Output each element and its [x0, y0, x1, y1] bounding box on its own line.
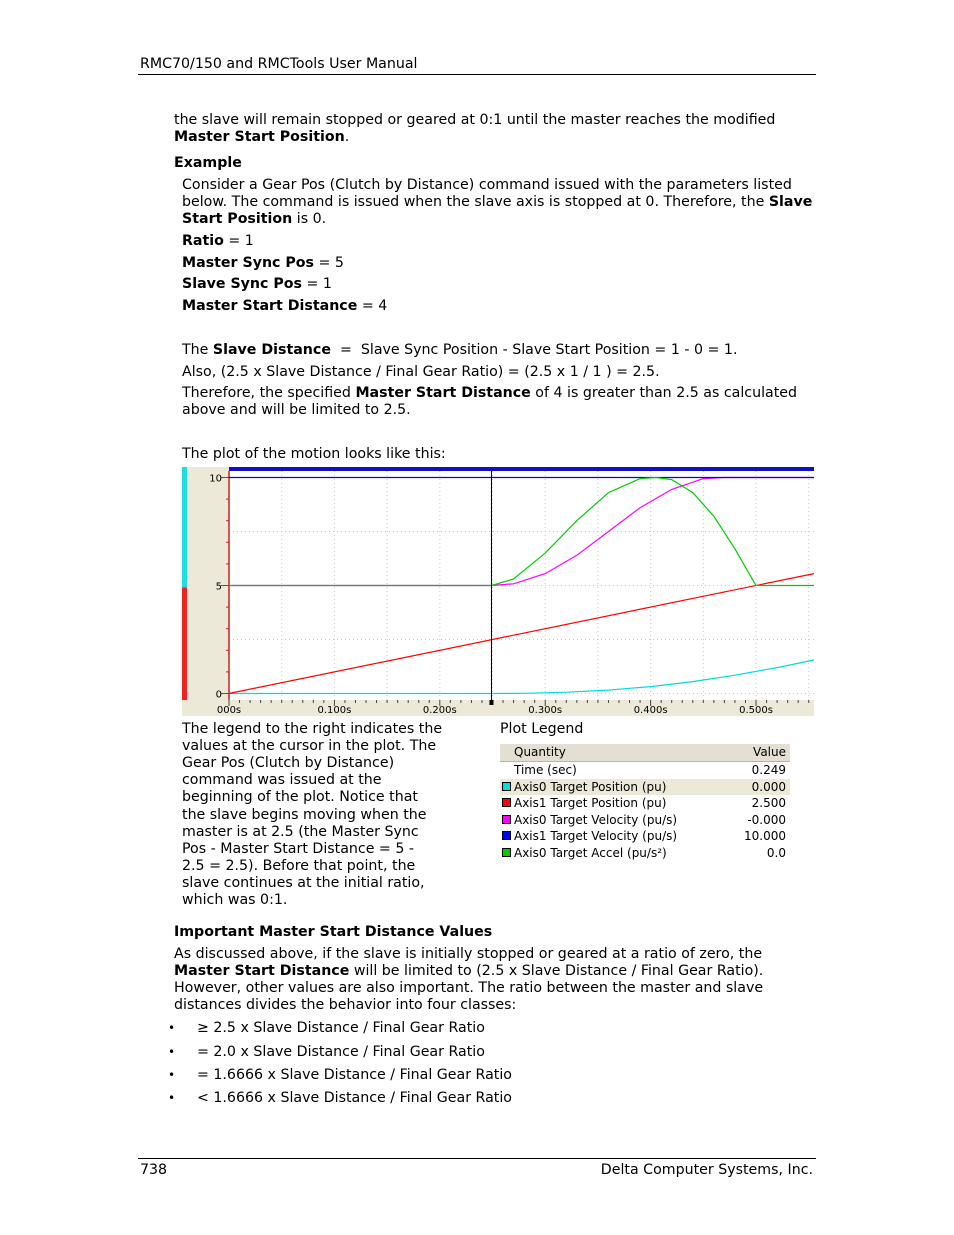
param-value: = 4 — [357, 298, 388, 314]
plot-intro: The plot of the motion looks like this: — [182, 446, 446, 462]
x-tick-label: 0.400s — [633, 705, 668, 716]
x-tick-label: 000s — [216, 705, 242, 716]
legend-swatch — [502, 782, 511, 791]
calc3-tail: of 4 is greater than 2.5 as calculated — [530, 385, 798, 401]
legend-row — [500, 779, 790, 796]
legend-quantity: Axis0 Target Velocity (pu/s) — [514, 812, 678, 827]
example-p1-l3-text: is 0. — [292, 211, 327, 227]
bullet-item: = 1.6666 x Slave Distance / Final Gear Ratio — [197, 1067, 512, 1083]
intro-bold: Master Start Position — [174, 129, 345, 145]
legend-explanation-line: values at the cursor in the plot. The — [182, 738, 437, 755]
legend-explanation-line: slave continues at the initial ratio, — [182, 874, 425, 891]
y-tick-label: 10 — [209, 473, 222, 485]
plot-legend-title: Plot Legend — [500, 721, 584, 737]
legend-quantity: Axis0 Target Position (pu) — [514, 779, 667, 794]
legend-value: 0.000 — [751, 779, 786, 794]
legend-col-value: Value — [753, 745, 786, 759]
motion-plot-svg — [182, 467, 814, 716]
legend-swatch — [502, 831, 511, 840]
calc3-prefix: Therefore, the specified — [182, 385, 356, 401]
legend-explanation-line: command was issued at the — [182, 772, 382, 789]
important-l1: As discussed above, if the slave is initially stopped or geared at a ratio of zero, the — [174, 946, 763, 962]
y-tick-label: 0 — [215, 689, 222, 701]
legend-row — [500, 845, 790, 862]
x-tick-label: 0.200s — [422, 705, 457, 716]
legend-explanation-line: Gear Pos (Clutch by Distance) — [182, 755, 395, 772]
plot-top-bar — [229, 467, 814, 471]
bullet-item: < 1.6666 x Slave Distance / Final Gear Ratio — [197, 1090, 512, 1106]
example-p1-l3-bold: Start Position — [182, 211, 293, 227]
important-l3: However, other values are also important. The ratio between the master and slave — [174, 980, 764, 996]
important-l4: distances divides the behavior into four classes: — [174, 997, 517, 1013]
intro-line-1: the slave will remain stopped or geared at 0:1 until the master reaches the modified — [174, 112, 776, 128]
axis1-indicator-bar — [182, 588, 187, 701]
legend-quantity: Axis1 Target Position (pu) — [514, 796, 667, 810]
example-heading — [174, 155, 242, 172]
motion-plot[interactable] — [182, 467, 814, 716]
x-tick-label: 0.500s — [739, 705, 773, 716]
plot-legend-table — [500, 744, 790, 861]
legend-explanation-line: The legend to the right indicates the — [182, 721, 443, 737]
important-l2-bold: Master Start Distance — [174, 963, 350, 979]
legend-value: 0.249 — [751, 763, 786, 777]
param-value: = 1 — [301, 276, 332, 292]
bullet-item: = 2.0 x Slave Distance / Final Gear Ratio — [197, 1044, 485, 1060]
header-rule — [138, 74, 816, 75]
legend-swatch — [502, 848, 511, 857]
legend-header-row — [500, 744, 790, 762]
legend-explanation-line: the slave begins moving when the — [182, 806, 427, 823]
param-value: = 1 — [223, 233, 254, 249]
bullet-dot: • — [168, 1021, 176, 1035]
page-header-title: RMC70/150 and RMCTools User Manual — [140, 56, 418, 72]
bullet-item: ≥ 2.5 x Slave Distance / Final Gear Ratio — [197, 1020, 485, 1036]
legend-explanation-line: Pos - Master Start Distance = 5 - — [182, 840, 414, 857]
plot-cursor-marker — [489, 700, 493, 705]
param-ratio — [182, 233, 254, 250]
param-name: Master Sync Pos — [182, 255, 314, 271]
legend-explanation-line: master is at 2.5 (the Master Sync — [182, 823, 419, 840]
legend-explanation-line: which was 0:1. — [182, 892, 288, 908]
param-value: = 5 — [313, 255, 344, 271]
example-p1-l2-bold: Slave — [768, 194, 813, 210]
legend-quantity: Axis1 Target Velocity (pu/s) — [514, 829, 678, 843]
important-l2 — [174, 963, 763, 980]
example-p1-l3 — [182, 211, 326, 228]
param-name: Slave Sync Pos — [182, 276, 302, 292]
axis0-indicator-bar — [182, 467, 187, 596]
legend-swatch — [502, 798, 511, 807]
legend-row — [500, 762, 790, 779]
param-master-start-distance — [182, 298, 387, 315]
important-l2-text: will be limited to (2.5 x Slave Distance / Final Gear Ratio). — [349, 963, 764, 979]
bullet-dot: • — [168, 1045, 176, 1059]
param-master-sync-pos — [182, 255, 344, 272]
x-tick-label: 0.100s — [317, 705, 352, 716]
legend-value: 10.000 — [744, 829, 786, 843]
x-tick-label: 0.300s — [528, 705, 563, 716]
param-slave-sync-pos — [182, 276, 332, 293]
legend-row — [500, 795, 790, 812]
example-p1-l2-text: below. The command is issued when the slave axis is stopped at 0. Therefore, the — [182, 194, 769, 210]
calc-line-4: above and will be limited to 2.5. — [182, 402, 411, 418]
legend-explanation-line: 2.5 = 2.5). Before that point, the — [182, 857, 416, 874]
calc1-tail: = Slave Sync Position - Slave Start Position = 1 - 0 = 1. — [330, 342, 738, 358]
footer-rule — [138, 1158, 816, 1159]
calc1-prefix: The — [182, 342, 213, 358]
bullet-dot: • — [168, 1068, 176, 1082]
calc-line-1 — [182, 342, 737, 359]
footer-page-number: 738 — [140, 1162, 168, 1178]
intro-tail: . — [344, 129, 350, 145]
important-heading-text: Important Master Start Distance Values — [174, 924, 493, 940]
legend-row — [500, 812, 790, 829]
legend-value: 2.500 — [751, 796, 786, 810]
legend-col-quantity: Quantity — [514, 745, 566, 759]
calc-line-2: Also, (2.5 x Slave Distance / Final Gear Ratio) = (2.5 x 1 / 1 ) = 2.5. — [182, 364, 660, 380]
calc3-bold: Master Start Distance — [355, 385, 531, 401]
example-p1-l1: Consider a Gear Pos (Clutch by Distance) command issued with the parameters listed — [182, 177, 792, 193]
example-heading-text: Example — [174, 155, 242, 171]
legend-quantity: Axis0 Target Accel (pu/s²) — [514, 845, 667, 860]
param-name: Master Start Distance — [182, 298, 358, 314]
calc1-bold: Slave Distance — [212, 342, 331, 358]
intro-line-2 — [174, 129, 349, 146]
legend-row — [500, 828, 790, 845]
legend-explanation-line: beginning of the plot. Notice that — [182, 789, 418, 806]
legend-swatch — [502, 815, 511, 824]
footer-company: Delta Computer Systems, Inc. — [600, 1162, 813, 1178]
important-heading — [174, 924, 492, 941]
example-p1-l2 — [182, 194, 812, 211]
legend-quantity: Time (sec) — [514, 763, 577, 777]
legend-value: -0.000 — [747, 812, 786, 827]
y-tick-label: 5 — [215, 581, 222, 593]
plot-area-bg — [229, 467, 814, 700]
legend-value: 0.0 — [766, 845, 786, 860]
param-name: Ratio — [182, 233, 224, 249]
bullet-dot: • — [168, 1091, 176, 1105]
calc-line-3 — [182, 385, 797, 402]
